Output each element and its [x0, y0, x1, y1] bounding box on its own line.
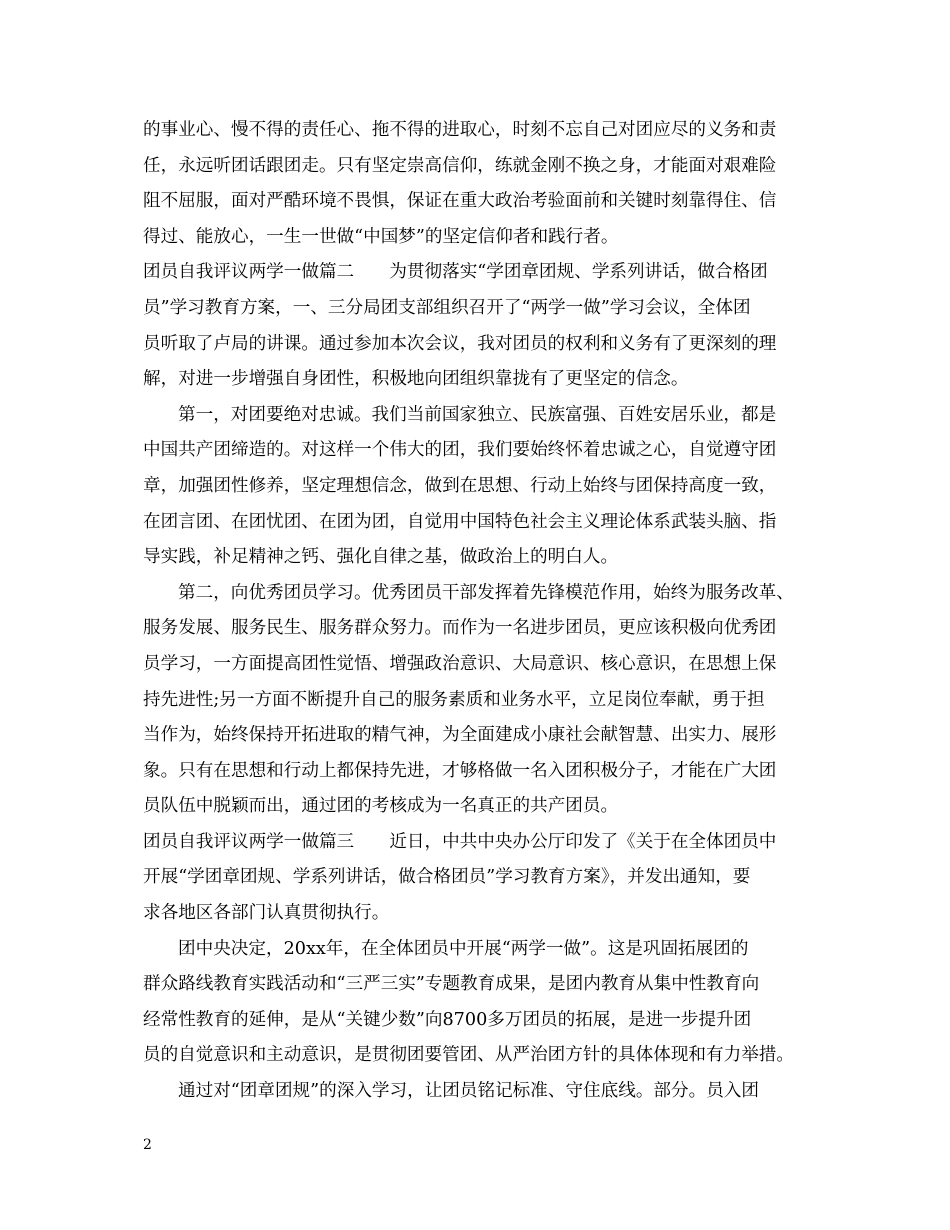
text-line: 导实践，补足精神之钙、强化自律之基，做政治上的明白人。	[143, 547, 619, 568]
text-line: 员听取了卢局的讲课。通过参加本次会议，我对团员的权利和义务有了更深刻的理	[143, 333, 777, 354]
paragraph-start-line: 通过对“团章团规”的深入学习，让团员铭记标准、守住底线。部分。员入团	[178, 1081, 759, 1102]
text-line: 持先进性;另一方面不断提升自己的服务素质和业务水平，立足岗位奉献，勇于担	[143, 689, 765, 710]
text-line: 阻不屈服，面对严酷环境不畏惧，保证在重大政治考验面前和关键时刻靠得住、信	[143, 191, 777, 212]
text-line: 员”学习教育方案，一、三分局团支部组织召开了“两学一做”学习会议，全体团	[143, 297, 751, 318]
text-line: 服务发展、服务民生、服务群众努力。而作为一名进步团员，更应该积极向优秀团	[143, 618, 777, 639]
text-line: 开展“学团章团规、学系列讲话，做合格团员”学习教育方案》，并发出通知，要	[143, 867, 751, 888]
paragraph-start-line: 第一，对团要绝对忠诚。我们当前国家独立、民族富强、百姓安居乐业，都是	[178, 404, 777, 425]
text-line: 的事业心、慢不得的责任心、拖不得的进取心，时刻不忘自己对团应尽的义务和责	[143, 120, 777, 140]
text-line: 中国共产团缔造的。对这样一个伟大的团，我们要始终怀着忠诚之心，自觉遵守团	[143, 440, 777, 461]
text-line: 员学习，一方面提高团性觉悟、增强政治意识、大局意识、核心意识，在思想上保	[143, 653, 777, 674]
page-number: 2	[143, 1137, 152, 1153]
text-line: 当作为，始终保持开拓进取的精气神，为全面建成小康社会献智慧、出实力、展形	[143, 725, 777, 746]
text-line: 员队伍中脱颖而出，通过团的考核成为一名真正的共产团员。	[143, 796, 619, 817]
text-line: 员的自觉意识和主动意识，是贯彻团要管团、从严治团方针的具体体现和有力举措。	[143, 1045, 794, 1066]
text-line: 象。只有在思想和行动上都保持先进，才够格做一名入团积极分子，才能在广大团	[143, 760, 777, 781]
paragraph-start-line: 第二，向优秀团员学习。优秀团员干部发挥着先锋模范作用，始终为服务改革、	[178, 582, 794, 603]
document-body	[143, 113, 813, 1110]
section-heading-line: 团员自我评议两学一做篇二 为贯彻落实“学团章团规、学系列讲话，做合格团	[143, 262, 768, 283]
text-line: 得过、能放心，一生一世做“中国梦”的坚定信仰者和践行者。	[143, 226, 619, 247]
paragraph-start-line: 团中央决定，20xx年，在全体团员中开展“两学一做”。这是巩固拓展团的	[178, 938, 749, 959]
text-line: 经常性教育的延伸，是从“关键少数”向8700多万团员的拓展，是进一步提升团	[143, 1009, 752, 1030]
text-line: 求各地区各部门认真贯彻执行。	[143, 903, 390, 924]
section-heading-line: 团员自我评议两学一做篇三 近日，中共中央办公厅印发了《关于在全体团员中	[143, 831, 777, 852]
text-line: 章，加强团性修养，坚定理想信念，做到在思想、行动上始终与团保持高度一致，	[143, 475, 777, 496]
text-line: 在团言团、在团忧团、在团为团，自觉用中国特色社会主义理论体系武装头脑、指	[143, 511, 777, 532]
text-line: 任，永远听团话跟团走。只有坚定崇高信仰，练就金刚不换之身，才能面对艰难险	[143, 155, 777, 176]
text-line: 群众路线教育实践活动和“三严三实”专题教育成果，是团内教育从集中性教育向	[143, 974, 760, 995]
text-line: 解，对进一步增强自身团性，积极地向团组织靠拢有了更坚定的信念。	[143, 369, 689, 390]
